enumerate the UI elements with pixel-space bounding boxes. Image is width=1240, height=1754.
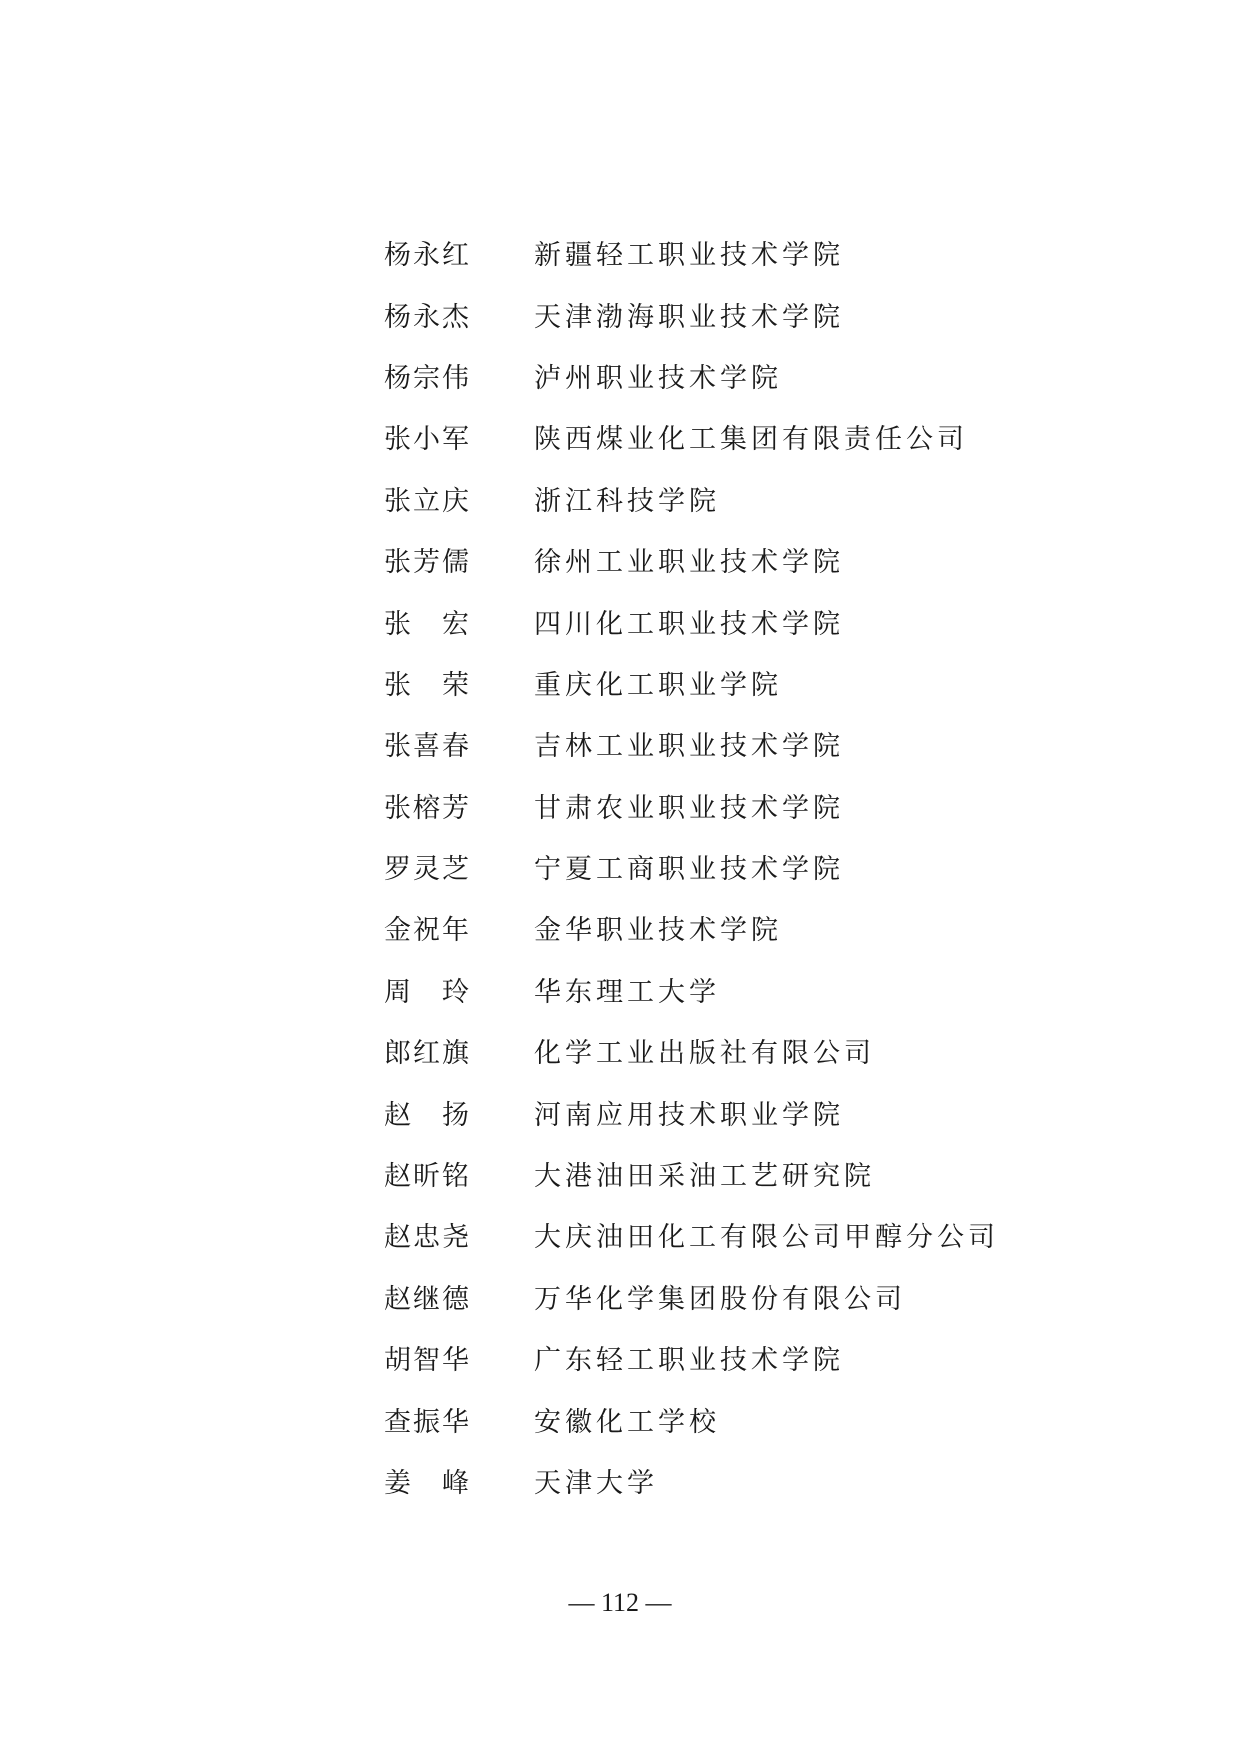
- organization-name: 四川化工职业技术学院: [534, 608, 844, 640]
- person-name: 赵忠尧: [384, 1222, 471, 1254]
- person-name: 张 荣: [384, 669, 471, 701]
- organization-name: 徐州工业职业技术学院: [534, 547, 844, 579]
- person-name: 张榕芳: [384, 792, 471, 824]
- person-name: 赵昕铭: [384, 1161, 471, 1193]
- list-item: [384, 775, 1084, 836]
- person-name: 赵 扬: [384, 1099, 471, 1131]
- organization-name: 大港油田采油工艺研究院: [534, 1161, 875, 1193]
- person-name: 胡智华: [384, 1345, 471, 1377]
- organization-name: 宁夏工商职业技术学院: [534, 854, 844, 886]
- list-item: [384, 652, 1084, 713]
- organization-name: 新疆轻工职业技术学院: [534, 240, 844, 272]
- organization-name: 吉林工业职业技术学院: [534, 731, 844, 763]
- list-item: [384, 1081, 1084, 1142]
- list-item: [384, 1143, 1084, 1204]
- list-item: [384, 468, 1084, 529]
- person-name: 金祝年: [384, 915, 471, 947]
- person-name: 查振华: [384, 1406, 471, 1438]
- organization-name: 广东轻工职业技术学院: [534, 1345, 844, 1377]
- person-name: 张立庆: [384, 485, 471, 517]
- person-name: 张芳儒: [384, 547, 471, 579]
- list-item: [384, 222, 1084, 283]
- person-name: 杨宗伟: [384, 362, 471, 394]
- list-item: [384, 345, 1084, 406]
- organization-name: 大庆油田化工有限公司甲醇分公司: [534, 1222, 999, 1254]
- organization-name: 甘肃农业职业技术学院: [534, 792, 844, 824]
- page-number: — 112 —: [568, 1588, 672, 1617]
- organization-name: 重庆化工职业学院: [534, 669, 782, 701]
- list-item: [384, 897, 1084, 958]
- person-name: 周 玲: [384, 976, 471, 1008]
- organization-name: 浙江科技学院: [534, 485, 720, 517]
- list-item: [384, 1266, 1084, 1327]
- organization-name: 天津大学: [534, 1468, 658, 1499]
- member-list: [384, 222, 1084, 1511]
- list-item: [384, 1388, 1084, 1449]
- list-item: [384, 959, 1084, 1020]
- list-item: [384, 590, 1084, 651]
- list-item: [384, 1327, 1084, 1388]
- list-item: [384, 1204, 1084, 1265]
- list-item: [384, 836, 1084, 897]
- person-name: 张 宏: [384, 608, 471, 640]
- person-name: 张喜春: [384, 731, 471, 763]
- list-item: [384, 529, 1084, 590]
- person-name: 郎红旗: [384, 1038, 471, 1070]
- organization-name: 陕西煤业化工集团有限责任公司: [534, 424, 968, 456]
- person-name: 罗灵芝: [384, 854, 471, 886]
- list-item: [384, 1450, 1084, 1511]
- organization-name: 天津渤海职业技术学院: [534, 301, 844, 333]
- organization-name: 万华化学集团股份有限公司: [534, 1283, 906, 1315]
- list-item: [384, 406, 1084, 467]
- person-name: 杨永红: [384, 240, 471, 272]
- organization-name: 泸州职业技术学院: [534, 362, 782, 394]
- organization-name: 华东理工大学: [534, 976, 720, 1008]
- person-name: 张小军: [384, 424, 471, 456]
- person-name: 杨永杰: [384, 301, 471, 333]
- organization-name: 安徽化工学校: [534, 1406, 720, 1438]
- list-item: [384, 1020, 1084, 1081]
- person-name: 赵继德: [384, 1283, 471, 1315]
- list-item: [384, 713, 1084, 774]
- organization-name: 金华职业技术学院: [534, 915, 782, 947]
- organization-name: 河南应用技术职业学院: [534, 1099, 844, 1131]
- list-item: [384, 283, 1084, 344]
- organization-name: 化学工业出版社有限公司: [534, 1038, 875, 1070]
- person-name: 姜 峰: [384, 1468, 471, 1499]
